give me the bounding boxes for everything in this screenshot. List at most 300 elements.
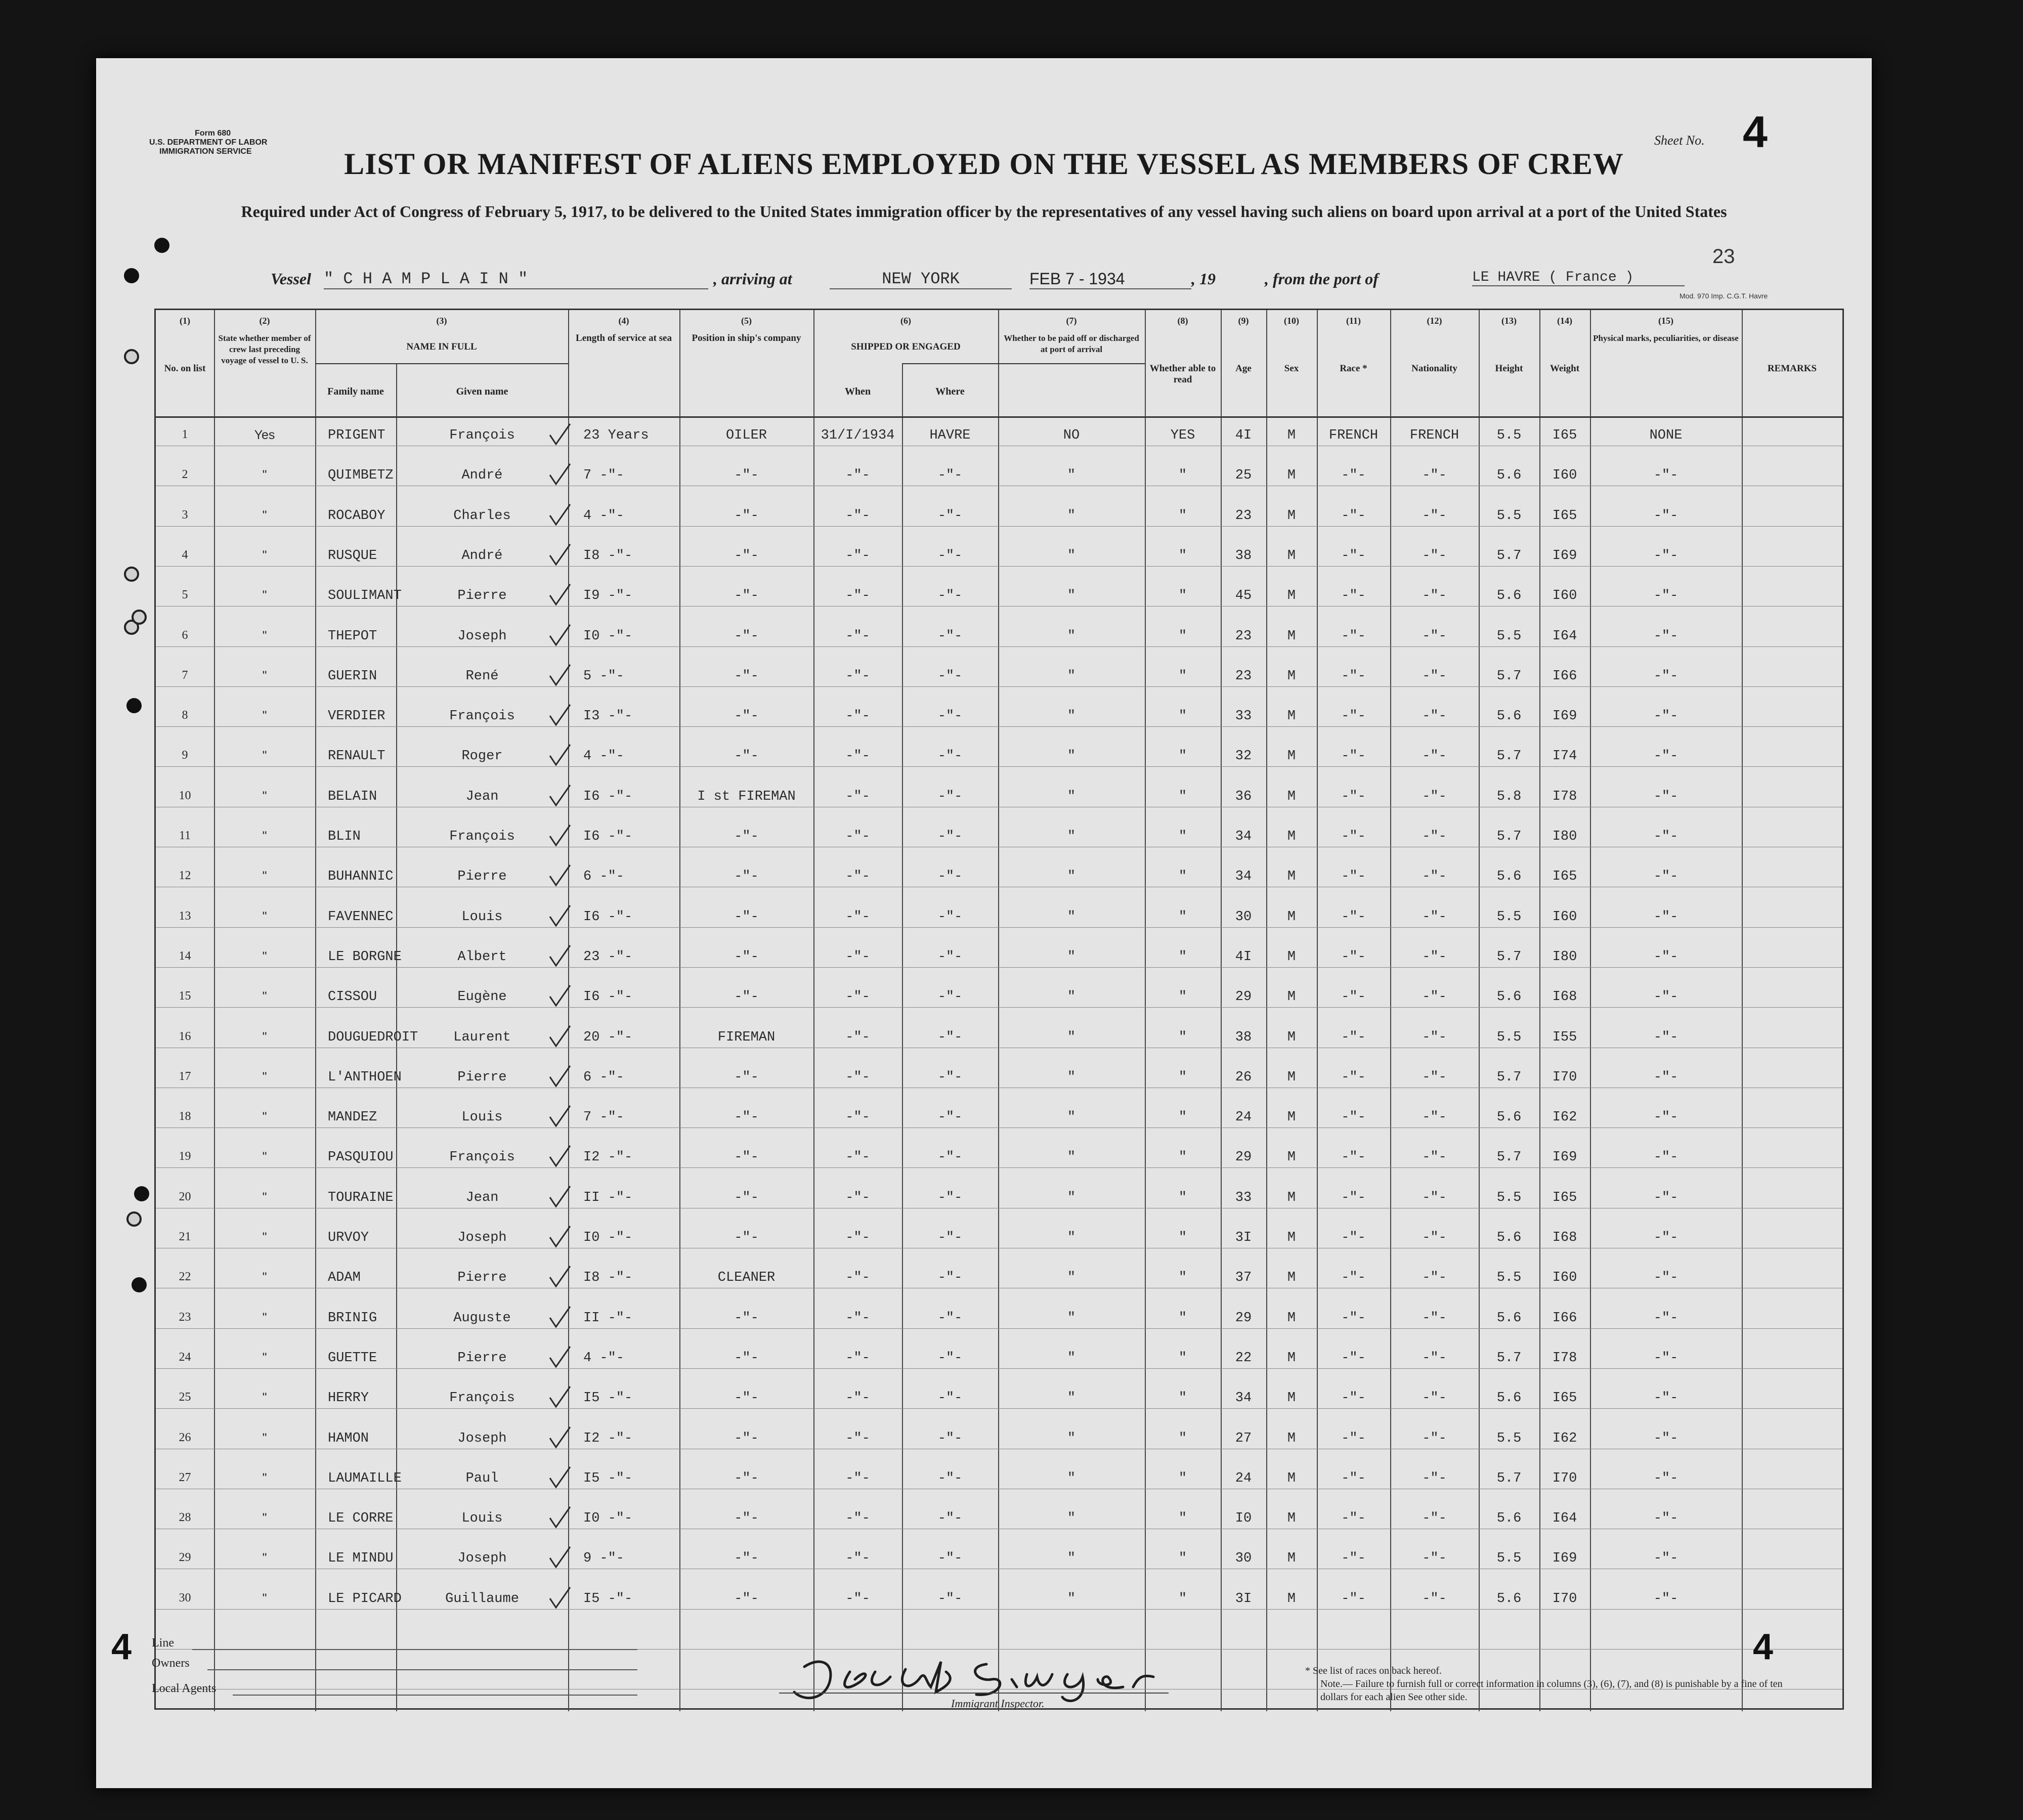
cell-where: -"- [937,1110,963,1125]
cell-no: 10 [179,789,191,802]
cell-weight: I60 [1552,588,1577,604]
cell-age: 33 [1235,1190,1252,1205]
cell-paid: " [1067,1069,1076,1085]
cell-family: BLIN [328,829,361,844]
check-mark-icon [548,624,572,648]
cell-marks: -"- [1653,1591,1678,1607]
cell-service: I5 -"- [583,1591,633,1607]
cell-marks: -"- [1653,829,1678,844]
row-rule [156,1609,1842,1610]
cell-position: -"- [734,468,759,484]
cell-prev: " [262,949,267,964]
cell-marks: -"- [1653,548,1678,564]
cell-race: -"- [1341,588,1366,604]
row-rule [156,646,1842,647]
cell-family: LE CORRE [328,1511,394,1527]
cell-no: 3 [182,508,188,522]
cell-prev: " [262,989,267,1004]
cell-service: I6 -"- [583,909,633,925]
punch-hole [126,698,142,713]
cell-given: François [449,709,515,724]
column-header: Physical marks, peculiarities, or disease [1593,333,1739,343]
cell-read: " [1178,869,1187,885]
form-number: Form 680 [195,129,231,138]
row-rule [156,1007,1842,1008]
cell-prev: " [262,709,267,723]
cell-height: 5.8 [1496,789,1522,804]
cell-read: " [1178,1591,1187,1607]
cell-service: I2 -"- [583,1150,633,1165]
cell-position: -"- [734,709,759,724]
cell-race: -"- [1341,508,1366,524]
cell-race: -"- [1341,829,1366,844]
cell-when: -"- [845,508,870,524]
cell-when: -"- [845,548,870,564]
cell-no: 14 [179,949,191,963]
cell-family: GUETTE [328,1350,377,1366]
cell-weight: I70 [1552,1470,1577,1486]
cell-given: Charles [453,508,511,524]
cell-family: DOUGUEDROIT [328,1029,418,1045]
cell-no: 30 [179,1591,191,1605]
cell-family: PASQUIOU [328,1150,394,1165]
cell-position: -"- [734,1110,759,1125]
cell-prev: " [262,869,267,884]
cell-service: II -"- [583,1190,633,1205]
cell-when: -"- [845,789,870,804]
cell-given: Louis [461,909,503,925]
cell-weight: I69 [1552,548,1577,564]
cell-race: -"- [1341,1391,1366,1406]
cell-when: -"- [845,1230,870,1245]
cell-height: 5.6 [1496,1110,1522,1125]
check-mark-icon [548,463,572,487]
check-mark-icon [548,1225,572,1249]
column-number: (6) [900,316,911,326]
cell-position: -"- [734,869,759,885]
cell-age: 38 [1235,1029,1252,1045]
cell-given: Louis [461,1511,503,1527]
cell-position: OILER [725,428,767,443]
cell-given: François [449,1391,515,1406]
cell-weight: I60 [1552,909,1577,925]
column-number: (8) [1177,316,1188,326]
cell-service: I9 -"- [583,588,633,604]
cell-height: 5.6 [1496,1511,1522,1527]
cell-sex: M [1287,1591,1296,1607]
cell-race: -"- [1341,1029,1366,1045]
cell-no: 27 [179,1470,191,1484]
cell-sex: M [1287,1551,1296,1567]
cell-read: " [1178,588,1187,604]
column-number: (7) [1066,316,1077,326]
cell-sex: M [1287,1110,1296,1125]
column-number: (4) [618,316,629,326]
cell-position: -"- [734,1591,759,1607]
cell-sex: M [1287,588,1296,604]
cell-paid: " [1067,1591,1076,1607]
column-number: (5) [741,316,752,326]
cell-weight: I68 [1552,1230,1577,1245]
cell-nat: -"- [1422,1150,1447,1165]
column-header: NAME IN FULL [406,341,477,352]
cell-family: MANDEZ [328,1110,377,1125]
cell-when: -"- [845,1069,870,1085]
cell-height: 5.7 [1496,749,1522,764]
cell-age: 33 [1235,709,1252,724]
check-mark-icon [548,1346,572,1370]
cell-given: Paul [465,1470,499,1486]
cell-when: -"- [845,1310,870,1326]
cell-age: 3I [1235,1230,1252,1245]
cell-weight: I70 [1552,1591,1577,1607]
column-header: Whether able to read [1149,363,1216,385]
check-mark-icon [548,503,572,528]
subheader-rule [902,363,1145,364]
cell-service: II -"- [583,1310,633,1326]
cell-nat: -"- [1422,829,1447,844]
footnote-penalty: Note.— Failure to furnish full or correct information in columns (3), (6), (7), and (8) is punishable by a fine of ten dollars for each alien See other side. [1320,1678,1783,1703]
cell-family: TOURAINE [328,1190,394,1205]
cell-family: THEPOT [328,628,377,644]
sheet-number-left: 4 [111,1627,132,1667]
column-subheader: Where [935,386,965,397]
cell-weight: I74 [1552,749,1577,764]
check-mark-icon [548,1306,572,1330]
cell-no: 2 [182,468,188,482]
row-rule [156,1368,1842,1369]
column-number: (9) [1238,316,1249,326]
cell-where: -"- [937,1350,963,1366]
cell-sex: M [1287,1190,1296,1205]
cell-read: " [1178,628,1187,644]
cell-nat: -"- [1422,468,1447,484]
cell-where: -"- [937,829,963,844]
cell-no: 26 [179,1431,191,1444]
cell-prev: " [262,1551,267,1566]
cell-paid: " [1067,869,1076,885]
cell-nat: -"- [1422,1470,1447,1486]
cell-where: -"- [937,468,963,484]
cell-height: 5.7 [1496,668,1522,684]
cell-paid: " [1067,909,1076,925]
cell-where: -"- [937,588,963,604]
cell-sex: M [1287,909,1296,925]
cell-where: -"- [937,628,963,644]
owners-label: Owners [152,1657,190,1670]
punch-hole [154,238,169,253]
cell-nat: -"- [1422,749,1447,764]
cell-marks: NONE [1649,428,1683,443]
cell-age: 27 [1235,1431,1252,1446]
cell-where: -"- [937,1069,963,1085]
sheet-label: Sheet No. [1654,133,1705,148]
check-mark-icon [548,1265,572,1289]
cell-where: -"- [937,1150,963,1165]
agents-label: Local Agents [152,1682,217,1695]
cell-paid: " [1067,1230,1076,1245]
cell-service: I8 -"- [583,1270,633,1286]
cell-where: -"- [937,1230,963,1245]
cell-prev: " [262,628,267,643]
inspector-label: Immigrant Inspector. [951,1697,1045,1710]
column-number: (1) [180,316,190,326]
cell-when: -"- [845,1391,870,1406]
printer-note: Mod. 970 Imp. C.G.T. Havre [1680,292,1768,300]
cell-weight: I65 [1552,869,1577,885]
cell-age: 32 [1235,749,1252,764]
cell-position: -"- [734,1190,759,1205]
cell-given: Jean [465,1190,499,1205]
cell-race: -"- [1341,749,1366,764]
row-rule [156,526,1842,527]
cell-read: " [1178,1230,1187,1245]
cell-sex: M [1287,468,1296,484]
cell-nat: -"- [1422,1310,1447,1326]
cell-given: Pierre [457,869,507,885]
cell-no: 13 [179,909,191,923]
cell-when: -"- [845,709,870,724]
cell-prev: " [262,1190,267,1204]
cell-given: Joseph [457,1551,507,1567]
cell-height: 5.5 [1496,1551,1522,1567]
cell-no: 15 [179,989,191,1003]
cell-when: -"- [845,869,870,885]
cell-when: -"- [845,1270,870,1286]
cell-age: 45 [1235,588,1252,604]
cell-nat: -"- [1422,789,1447,804]
column-header: Height [1495,363,1523,374]
cell-service: I6 -"- [583,989,633,1005]
column-header: Length of service at sea [576,333,672,343]
cell-race: -"- [1341,1511,1366,1527]
cell-position: -"- [734,909,759,925]
cell-read: " [1178,1551,1187,1567]
cell-marks: -"- [1653,1511,1678,1527]
cell-marks: -"- [1653,1029,1678,1045]
cell-service: I0 -"- [583,628,633,644]
cell-when: -"- [845,909,870,925]
footnote [1305,1664,1811,1704]
cell-position: -"- [734,989,759,1005]
cell-given: François [449,829,515,844]
cell-no: 7 [182,668,188,682]
cell-height: 5.6 [1496,1391,1522,1406]
column-number: (3) [436,316,447,326]
cell-position: -"- [734,829,759,844]
cell-weight: I65 [1552,508,1577,524]
department-name: U.S. DEPARTMENT OF LABOR [149,138,268,147]
cell-weight: I78 [1552,1350,1577,1366]
cell-no: 6 [182,628,188,642]
cell-prev: " [262,1150,267,1164]
cell-given: Auguste [453,1310,511,1326]
cell-race: -"- [1341,628,1366,644]
cell-height: 5.5 [1496,628,1522,644]
cell-marks: -"- [1653,789,1678,804]
cell-prev: " [262,829,267,843]
row-rule [156,1328,1842,1329]
cell-paid: " [1067,628,1076,644]
arriving-port: NEW YORK [830,270,1012,289]
check-mark-icon [548,1586,572,1611]
punch-hole-ring [124,567,139,582]
cell-race: -"- [1341,709,1366,724]
cell-service: 4 -"- [583,508,625,524]
cell-service: I5 -"- [583,1470,633,1486]
cell-read: " [1178,1110,1187,1125]
cell-when: -"- [845,628,870,644]
cell-position: -"- [734,1470,759,1486]
cell-service: I5 -"- [583,1391,633,1406]
cell-paid: " [1067,1190,1076,1205]
cell-service: 6 -"- [583,1069,625,1085]
cell-read: " [1178,1511,1187,1527]
page-subtitle: Required under Act of Congress of February 5, 1917, to be delivered to the United States immigration officer by the representatives of any vessel having such aliens on board upon arrival at a port of the United States [241,202,1727,221]
cell-when: -"- [845,1511,870,1527]
column-header: No. on list [164,363,206,374]
cell-marks: -"- [1653,1310,1678,1326]
cell-service: I3 -"- [583,709,633,724]
column-number: (13) [1501,316,1517,326]
cell-given: Roger [461,749,503,764]
cell-weight: I69 [1552,1150,1577,1165]
cell-weight: I60 [1552,468,1577,484]
cell-family: QUIMBETZ [328,468,394,484]
cell-where: -"- [937,1391,963,1406]
manifest-page [96,58,1872,1788]
from-port-label: , from the port of [1265,270,1379,288]
cell-service: I6 -"- [583,789,633,804]
cell-paid: " [1067,709,1076,724]
check-mark-icon [548,583,572,608]
cell-read: " [1178,508,1187,524]
column-header: Whether to be paid off or discharged at port of arrival [1004,333,1139,354]
cell-height: 5.7 [1496,829,1522,844]
cell-paid: " [1067,1470,1076,1486]
cell-prev: " [262,1511,267,1526]
service-name: IMMIGRATION SERVICE [159,147,252,156]
cell-paid: " [1067,588,1076,604]
column-header: SHIPPED OR ENGAGED [851,341,961,352]
cell-sex: M [1287,709,1296,724]
cell-nat: -"- [1422,1431,1447,1446]
cell-when: -"- [845,1150,870,1165]
cell-given: François [449,428,515,443]
punch-hole-ring [126,1211,142,1227]
cell-read: " [1178,1350,1187,1366]
cell-nat: -"- [1422,628,1447,644]
cell-service: I0 -"- [583,1511,633,1527]
cell-read: " [1178,949,1187,965]
cell-service: 7 -"- [583,1110,625,1125]
cell-nat: -"- [1422,668,1447,684]
cell-no: 22 [179,1270,191,1284]
cell-position: CLEANER [717,1270,776,1286]
cell-height: 5.6 [1496,1591,1522,1607]
cell-height: 5.6 [1496,468,1522,484]
cell-no: 28 [179,1511,191,1525]
cell-prev: " [262,1591,267,1606]
cell-where: -"- [937,548,963,564]
cell-when: -"- [845,1029,870,1045]
cell-marks: -"- [1653,628,1678,644]
row-rule [156,967,1842,968]
cell-family: SOULIMANT [328,588,402,604]
cell-age: 4I [1235,949,1252,965]
cell-height: 5.7 [1496,1069,1522,1085]
vessel-name: " C H A M P L A I N " [324,270,708,289]
column-subheader: Given name [456,386,508,397]
cell-family: BELAIN [328,789,377,804]
cell-family: PRIGENT [328,428,385,443]
column-header: State whether member of crew last preceding voyage of vessel to U. S. [218,333,311,365]
check-mark-icon [548,1385,572,1410]
cell-marks: -"- [1653,909,1678,925]
cell-nat: -"- [1422,1591,1447,1607]
cell-read: YES [1170,428,1195,443]
cell-height: 5.7 [1496,1150,1522,1165]
cell-where: -"- [937,909,963,925]
cell-sex: M [1287,1431,1296,1446]
cell-no: 24 [179,1350,191,1364]
cell-position: -"- [734,1551,759,1567]
cell-marks: -"- [1653,1110,1678,1125]
cell-prev: " [262,909,267,924]
cell-no: 17 [179,1069,191,1083]
cell-age: 3I [1235,1591,1252,1607]
check-mark-icon [548,1426,572,1450]
check-mark-icon [548,784,572,808]
cell-service: 4 -"- [583,1350,625,1366]
cell-nat: -"- [1422,1230,1447,1245]
cell-read: " [1178,989,1187,1005]
cell-position: -"- [734,1431,759,1446]
cell-age: 30 [1235,1551,1252,1567]
cell-no: 8 [182,709,188,722]
cell-nat: -"- [1422,1350,1447,1366]
sheet-number-right: 4 [1753,1627,1774,1667]
cell-position: -"- [734,508,759,524]
column-number: (15) [1658,316,1673,326]
cell-marks: -"- [1653,749,1678,764]
cell-race: -"- [1341,1350,1366,1366]
cell-family: GUERIN [328,668,377,684]
column-number: (14) [1557,316,1572,326]
cell-race: -"- [1341,989,1366,1005]
cell-age: I0 [1235,1511,1252,1527]
cell-when: 31/I/1934 [821,428,895,443]
cell-sex: M [1287,1470,1296,1486]
cell-service: I0 -"- [583,1230,633,1245]
cell-family: BUHANNIC [328,869,394,885]
punch-hole [124,268,139,283]
cell-race: FRENCH [1328,428,1379,443]
footnote-races: * See list of races on back hereof. [1305,1665,1442,1676]
cell-sex: M [1287,989,1296,1005]
cell-marks: -"- [1653,949,1678,965]
cell-nat: -"- [1422,1110,1447,1125]
cell-family: RUSQUE [328,548,377,564]
cell-marks: -"- [1653,668,1678,684]
check-mark-icon [548,824,572,848]
cell-paid: " [1067,548,1076,564]
cell-sex: M [1287,428,1296,443]
cell-nat: -"- [1422,1270,1447,1286]
check-mark-icon [548,1466,572,1490]
cell-where: -"- [937,668,963,684]
cell-race: -"- [1341,1551,1366,1567]
